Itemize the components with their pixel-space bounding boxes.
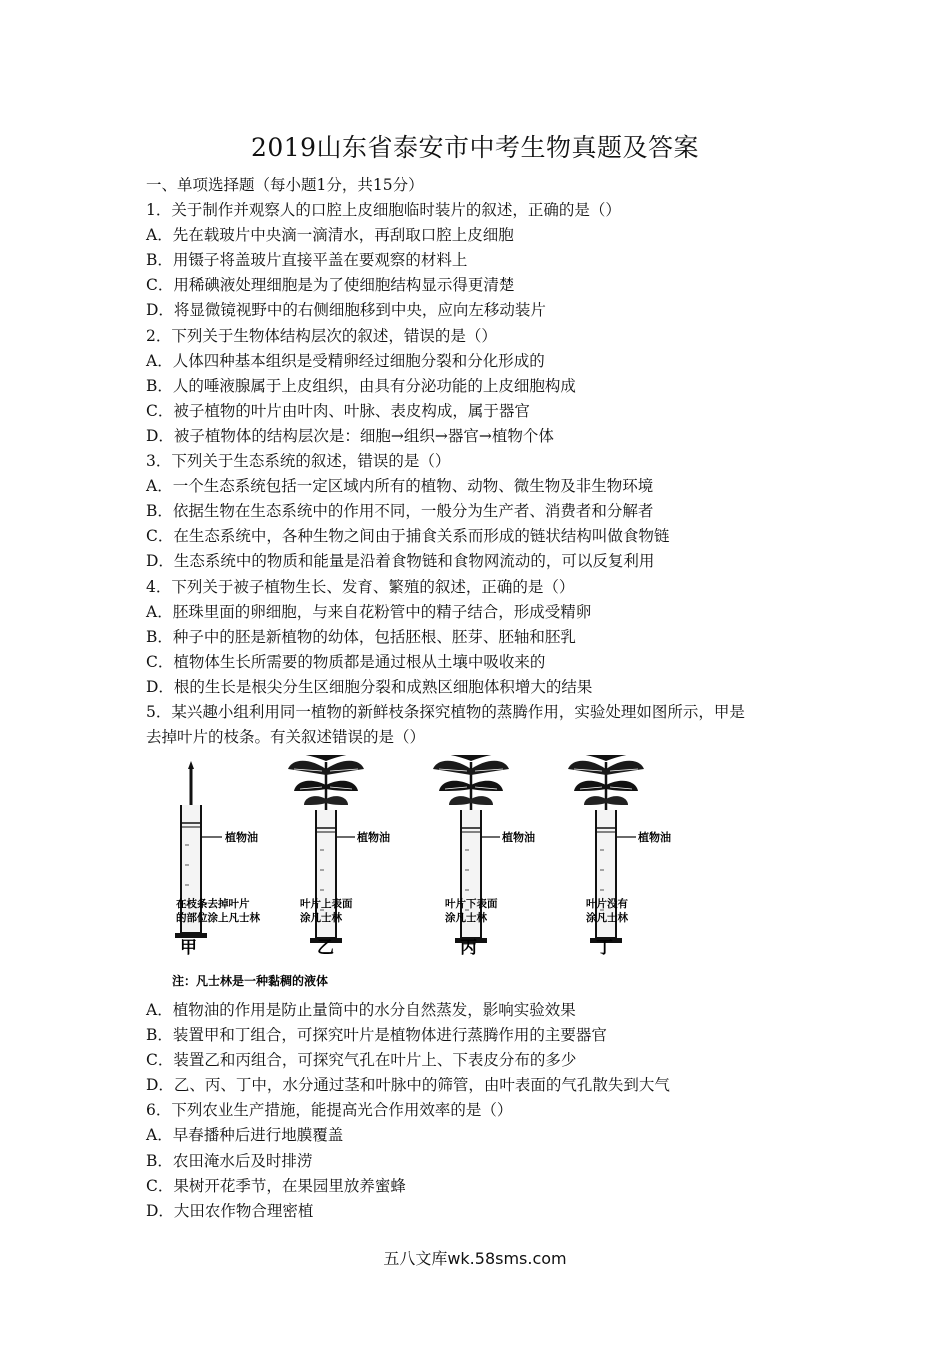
text-line: 1．关于制作并观察人的口腔上皮细胞临时装片的叙述，正确的是（）	[146, 201, 621, 220]
text-line: 去掉叶片的枝条。有关叙述错误的是（）	[146, 728, 426, 747]
text-line: D．乙、丙、丁中，水分通过茎和叶脉中的筛管，由叶表面的气孔散失到大气	[146, 1076, 670, 1095]
text-line: C．在生态系统中，各种生物之间由于捕食关系而形成的链状结构叫做食物链	[146, 527, 670, 546]
page-title: 2019山东省泰安市中考生物真题及答案	[250, 133, 700, 162]
text-line: A．植物油的作用是防止量筒中的水分自然蒸发，影响实验效果	[146, 1001, 576, 1019]
text-line: D．大田农作物合理密植	[146, 1201, 314, 1220]
caption-ding-1: 叶片没有	[586, 898, 628, 910]
text-line: A．胚珠里面的卵细胞，与来自花粉管中的精子结合，形成受精卵	[146, 602, 592, 621]
text-line: 6．下列农业生产措施，能提高光合作用效率的是（）	[146, 1101, 513, 1120]
caption-bing-1: 叶片下表面	[445, 898, 498, 910]
caption-jia-1: 在枝条去掉叶片	[176, 898, 250, 910]
text-line: B．用镊子将盖玻片直接平盖在要观察的材料上	[146, 251, 468, 270]
text-line: B．农田淹水后及时排涝	[146, 1151, 313, 1170]
letter-jia: 甲	[180, 938, 197, 958]
section-heading: 一、单项选择题（每小题1分，共15分）	[146, 176, 424, 194]
text-line: C．用稀碘液处理细胞是为了使细胞结构显示得更清楚	[146, 276, 515, 295]
text-line: 4．下列关于被子植物生长、发育、繁殖的叙述，正确的是（）	[146, 577, 575, 596]
caption-yi-1: 叶片上表面	[300, 898, 353, 910]
question-block-2	[146, 998, 826, 1224]
footer-watermark: 五八文库wk.58sms.com	[383, 1249, 567, 1268]
text-line: C．果树开花季节，在果园里放养蜜蜂	[146, 1176, 406, 1195]
letter-bing: 丙	[460, 938, 477, 958]
text-line: D．生态系统中的物质和能量是沿着食物链和食物网流动的，可以反复利用	[146, 552, 655, 571]
text-line: D．将显微镜视野中的右侧细胞移到中央，应向左移动装片	[146, 301, 546, 320]
letter-ding: 丁	[596, 938, 613, 958]
text-line: 3．下列关于生态系统的叙述，错误的是（）	[146, 452, 451, 471]
text-line: B．种子中的胚是新植物的幼体，包括胚根、胚芽、胚轴和胚乳	[146, 627, 576, 646]
caption-jia-2: 的部位涂上凡士林	[176, 912, 260, 924]
caption-yi-2: 涂凡士林	[300, 912, 342, 924]
caption-ding-2: 涂凡士林	[586, 912, 628, 924]
letter-yi: 乙	[317, 938, 334, 958]
text-line: A．先在载玻片中央滴一滴清水，再刮取口腔上皮细胞	[146, 226, 514, 245]
text-line: 2．下列关于生物体结构层次的叙述，错误的是（）	[146, 326, 497, 345]
text-line: B．装置甲和丁组合，可探究叶片是植物体进行蒸腾作用的主要器官	[146, 1026, 607, 1045]
text-line: A．早春播种后进行地膜覆盖	[146, 1126, 344, 1145]
oil-label: 植物油	[638, 831, 671, 844]
transpiration-experiment-figure	[170, 755, 770, 990]
oil-label: 植物油	[357, 831, 390, 844]
text-line: B．人的唾液腺属于上皮组织，由具有分泌功能的上皮细胞构成	[146, 376, 576, 395]
text-line: C．被子植物的叶片由叶肉、叶脉、表皮构成，属于器官	[146, 401, 530, 420]
text-line: C．装置乙和丙组合，可探究气孔在叶片上、下表皮分布的多少	[146, 1051, 577, 1070]
text-line: A．一个生态系统包括一定区域内所有的植物、动物、微生物及非生物环境	[146, 477, 654, 496]
text-line: D．根的生长是根尖分生区细胞分裂和成熟区细胞体积增大的结果	[146, 677, 593, 696]
oil-label: 植物油	[502, 831, 535, 844]
oil-label: 植物油	[225, 831, 258, 844]
text-line: C．植物体生长所需要的物质都是通过根从土壤中吸收来的	[146, 652, 546, 671]
text-line: B．依据生物在生态系统中的作用不同，一般分为生产者、消费者和分解者	[146, 502, 654, 521]
text-line: D．被子植物体的结构层次是：细胞→组织→器官→植物个体	[146, 426, 554, 445]
question-block-1	[146, 173, 826, 750]
text-line: A．人体四种基本组织是受精卵经过细胞分裂和分化形成的	[146, 351, 545, 370]
figure-note: 注：凡士林是一种黏稠的液体	[172, 974, 329, 988]
caption-bing-2: 涂凡士林	[445, 912, 487, 924]
text-line: 5．某兴趣小组利用同一植物的新鲜枝条探究植物的蒸腾作用，实验处理如图所示，甲是	[146, 702, 745, 721]
